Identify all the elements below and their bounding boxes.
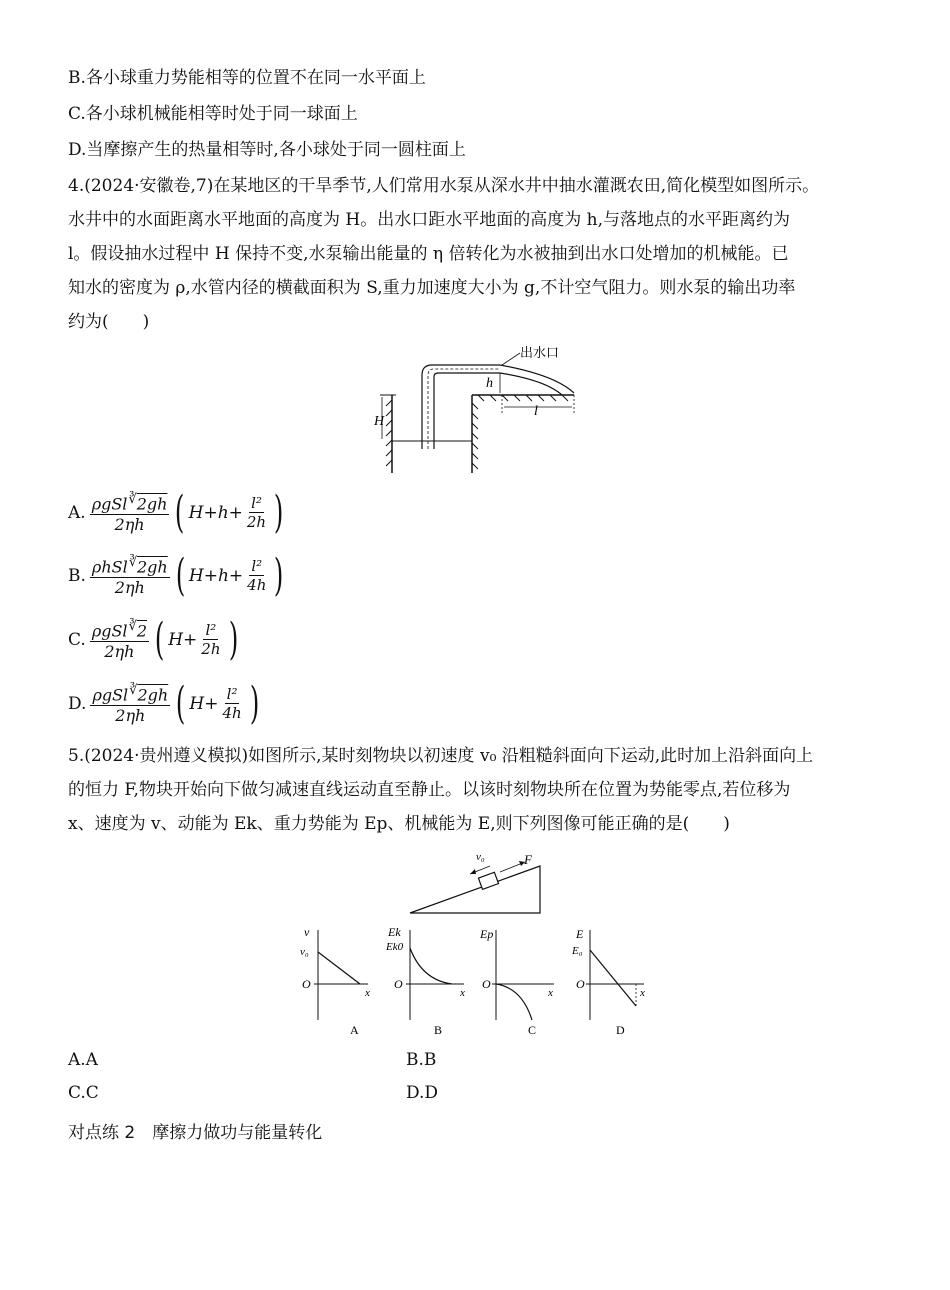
- graphs-figure: [290, 922, 660, 1042]
- inner-den: 4h: [247, 576, 267, 595]
- graph-d-y0: E₀: [572, 945, 583, 957]
- frac-num: ρhSl: [91, 557, 128, 577]
- inner-num: l²: [251, 557, 263, 576]
- question-4-line-5: 约为( ): [68, 312, 150, 332]
- graph-a-label: A: [350, 1023, 359, 1037]
- terms: H+: [189, 693, 219, 714]
- inner-num: l²: [205, 621, 217, 640]
- question-4-line-2: 水井中的水面距离水平地面的高度为 H。出水口距水平地面的高度为 h,与落地点的水平距离约为: [68, 210, 790, 230]
- incline-figure: [400, 848, 550, 918]
- graph-c-origin: O: [482, 977, 491, 991]
- graph-c-xaxis: x: [548, 987, 553, 999]
- pump-figure: [360, 345, 590, 480]
- graph-d-label: D: [616, 1023, 625, 1037]
- q5-choice-a: A.A: [68, 1050, 98, 1070]
- question-4-line-1: 4.(2024·安徽卷,7)在某地区的干旱季节,人们常用水泵从深水井中抽水灌溉农田,简化模型如图所示。: [68, 176, 820, 196]
- q5-choice-c: C.C: [68, 1083, 99, 1103]
- graph-d-origin: O: [576, 977, 585, 991]
- hatch-left: [386, 400, 392, 406]
- inner-den: 4h: [222, 704, 242, 723]
- frac-den: 2ηh: [104, 642, 135, 662]
- graph-b-xaxis: x: [460, 987, 465, 999]
- option-letter: A.: [68, 502, 86, 523]
- label-v0: v₀: [476, 851, 485, 863]
- terms: H+h+: [188, 502, 243, 523]
- q4-option-a: A. $\frac{\rho gSl^∛2gh}{2\eta h}$ ( H+h+ $\frac{\text{l²}}{2h}$ ): [68, 486, 284, 538]
- inner-num: l²: [251, 494, 262, 513]
- graph-b-yaxis: Ek: [388, 925, 401, 939]
- graph-a-xaxis: x: [365, 987, 370, 999]
- frac-den: 2ηh: [114, 515, 145, 535]
- terms: H+: [168, 629, 198, 650]
- q5-choice-d: D.D: [406, 1083, 439, 1103]
- label-H: H: [374, 414, 385, 429]
- label-l: l: [534, 404, 538, 419]
- graph-b-y0: Ek0: [386, 941, 404, 953]
- option-letter: C.: [68, 629, 86, 650]
- inner-num: l²: [226, 685, 238, 704]
- question-5-line-3: x、速度为 v、动能为 Ek、重力势能为 Ep、机械能为 E,则下列图像可能正确的是( ): [68, 814, 730, 834]
- question-5-line-2: 的恒力 F,物块开始向下做匀减速直线运动直至静止。以该时刻物块所在位置为势能零点,若位移为: [68, 780, 791, 800]
- section-title: 对点练 2 摩擦力做功与能量转化: [68, 1123, 323, 1143]
- option-c-text: C.各小球机械能相等时处于同一球面上: [68, 104, 358, 124]
- frac-den: 2ηh: [114, 578, 145, 598]
- option-d-text: D.当摩擦产生的热量相等时,各小球处于同一圆柱面上: [68, 140, 466, 160]
- q4-option-c: C. $\frac{\rho gSl^∛2}{2\eta h}$ ( H+ $\frac{\text{l²}}{2h}$ ): [68, 613, 238, 665]
- inner-den: 2h: [201, 640, 221, 659]
- frac-den: 2ηh: [115, 706, 146, 726]
- radicand: 2gh: [136, 494, 168, 514]
- radicand: 2: [136, 621, 148, 641]
- question-5-line-1: 5.(2024·贵州遵义模拟)如图所示,某时刻物块以初速度 v₀ 沿粗糙斜面向下运动,此时加上沿斜面向上: [68, 746, 814, 766]
- inner-den: 2h: [246, 513, 267, 532]
- q4-option-d: D. $\frac{\rho gSl^∛2gh}{2\eta h}$ ( H+ $\frac{\text{l²}}{4h}$ ): [68, 677, 259, 729]
- graph-a-yaxis: v: [304, 925, 310, 939]
- graph-a-origin: O: [302, 977, 311, 991]
- radicand: 2gh: [137, 685, 169, 705]
- frac-num: ρgSl: [92, 685, 129, 705]
- graph-b-label: B: [434, 1023, 443, 1037]
- graph-b-origin: O: [394, 977, 403, 991]
- terms: H+h+: [188, 565, 244, 586]
- graph-c-yaxis: Ep: [480, 927, 494, 941]
- block: [478, 872, 498, 889]
- option-letter: D.: [68, 693, 87, 714]
- question-4-line-4: 知水的密度为 ρ,水管内径的横截面积为 S,重力加速度大小为 g,不计空气阻力。则水泵的输出功率: [68, 278, 796, 298]
- option-b-text: B.各小球重力势能相等的位置不在同一水平面上: [68, 68, 426, 88]
- graph-c-label: C: [528, 1023, 537, 1037]
- frac-num: ρgSl: [91, 494, 128, 514]
- radicand: 2gh: [137, 557, 168, 577]
- graph-d-xaxis: x: [640, 987, 645, 999]
- q5-choice-b: B.B: [406, 1050, 437, 1070]
- graph-d-yaxis: E: [576, 927, 584, 941]
- label-F: F: [524, 852, 532, 867]
- outlet-label: 出水口: [520, 345, 560, 360]
- frac-num: ρgSl: [91, 621, 128, 641]
- option-letter: B.: [68, 565, 86, 586]
- label-h: h: [486, 376, 493, 391]
- graph-a-y0: v₀: [300, 946, 309, 958]
- q4-option-b: B. $\frac{\rho hSl^∛2gh}{2\eta h}$ ( H+h+ $\frac{\text{l²}}{4h}$ ): [68, 549, 284, 601]
- question-4-line-3: l。假设抽水过程中 H 保持不变,水泵输出能量的 η 倍转化为水被抽到出水口处增加的机械能。已: [68, 244, 789, 264]
